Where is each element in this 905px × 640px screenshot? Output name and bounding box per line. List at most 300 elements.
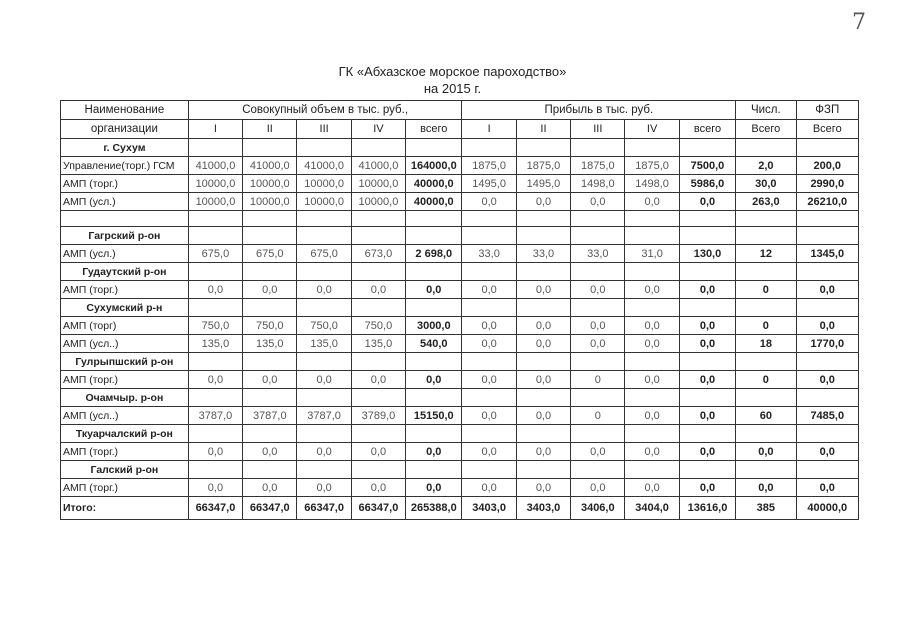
empty-cell [351,461,405,479]
empty-cell [679,263,735,281]
empty-cell [351,211,405,227]
count-cell: 0 [736,317,796,335]
volume-cell: 750,0 [243,317,297,335]
volume-cell: 135,0 [351,335,405,353]
profit-cell: 0,0 [571,317,625,335]
volume-cell: 0,0 [243,281,297,299]
empty-cell [243,389,297,407]
profit-cell: 33,0 [462,245,516,263]
header-volume: Совокупный объем в тыс. руб., [188,101,462,120]
profit-cell: 0 [571,407,625,425]
empty-cell [351,389,405,407]
profit-cell: 33,0 [571,245,625,263]
table-row [61,371,859,389]
profit-cell: 0,0 [462,371,516,389]
header-profit: Прибыль в тыс. руб. [462,101,736,120]
total-profit-cell: 3404,0 [625,497,679,520]
empty-cell [297,299,351,317]
total-label: Итого: [61,497,189,520]
profit-cell: 0,0 [516,193,570,211]
empty-cell [516,299,570,317]
volume-cell: 0,0 [351,281,405,299]
empty-cell [571,139,625,157]
table-row [61,175,859,193]
empty-cell [297,211,351,227]
empty-cell [571,263,625,281]
empty-cell [736,139,796,157]
volume-total-cell: 0,0 [406,281,462,299]
empty-cell [796,211,858,227]
volume-total-cell: 40000,0 [406,175,462,193]
header-name-line2: организации [61,120,189,139]
volume-cell: 0,0 [188,371,242,389]
org-name: АМП (торг.) [61,371,189,389]
table-row [61,281,859,299]
empty-cell [679,227,735,245]
profit-cell: 0,0 [625,407,679,425]
empty-cell [406,263,462,281]
empty-cell [406,211,462,227]
empty-cell [351,353,405,371]
empty-cell [297,263,351,281]
empty-cell [571,353,625,371]
header-fzp-sub: Всего [796,120,858,139]
empty-cell [297,353,351,371]
total-count-cell: 385 [736,497,796,520]
table-body [61,139,859,520]
total-volume-cell: 66347,0 [188,497,242,520]
fzp-cell: 7485,0 [796,407,858,425]
empty-cell [736,263,796,281]
profit-cell: 0,0 [516,281,570,299]
empty-cell [462,263,516,281]
volume-total-cell: 0,0 [406,371,462,389]
empty-cell [796,389,858,407]
volume-cell: 750,0 [297,317,351,335]
volume-cell: 0,0 [297,371,351,389]
header-fzp: ФЗП [796,101,858,120]
profit-total-cell: 0,0 [679,407,735,425]
volume-cell: 0,0 [351,479,405,497]
region-name: Сухумский р-н [61,299,189,317]
profit-total-cell: 0,0 [679,281,735,299]
empty-cell [351,425,405,443]
fzp-cell: 26210,0 [796,193,858,211]
document-title: ГК «Абхазское морское пароходство» [338,64,567,79]
empty-cell [462,353,516,371]
volume-cell: 135,0 [243,335,297,353]
empty-cell [243,227,297,245]
empty-cell [297,139,351,157]
volume-cell: 3789,0 [351,407,405,425]
profit-cell: 0,0 [571,443,625,461]
volume-cell: 673,0 [351,245,405,263]
header-vol-q4: IV [351,120,405,139]
profit-cell: 0,0 [516,335,570,353]
profit-cell: 0,0 [625,479,679,497]
empty-cell [516,461,570,479]
header-vol-q2: II [243,120,297,139]
table-row [61,157,859,175]
profit-cell: 0,0 [625,193,679,211]
region-name: Гулрыпшский р-он [61,353,189,371]
report-table [60,100,859,520]
profit-total-cell: 130,0 [679,245,735,263]
count-cell: 2,0 [736,157,796,175]
profit-cell: 1875,0 [462,157,516,175]
table-row [61,443,859,461]
empty-cell [462,211,516,227]
profit-cell: 1495,0 [462,175,516,193]
header-vol-total: всего [406,120,462,139]
empty-cell [243,299,297,317]
count-cell: 30,0 [736,175,796,193]
volume-cell: 0,0 [243,371,297,389]
empty-cell [571,461,625,479]
empty-cell [679,299,735,317]
profit-cell: 0,0 [625,371,679,389]
volume-cell: 0,0 [351,371,405,389]
empty-cell [679,389,735,407]
volume-cell: 0,0 [297,443,351,461]
empty-cell [796,227,858,245]
volume-total-cell: 0,0 [406,443,462,461]
region-name: г. Сухум [61,139,189,157]
volume-cell: 3787,0 [188,407,242,425]
count-cell: 0,0 [736,479,796,497]
empty-cell [243,353,297,371]
empty-cell [625,211,679,227]
profit-cell: 0,0 [516,443,570,461]
empty-cell [243,139,297,157]
region-name: Гудаутский р-он [61,263,189,281]
header-prof-q4: IV [625,120,679,139]
profit-cell: 0,0 [571,193,625,211]
fzp-cell: 0,0 [796,443,858,461]
table-row [61,245,859,263]
profit-cell: 0,0 [571,479,625,497]
volume-total-cell: 15150,0 [406,407,462,425]
volume-cell: 675,0 [243,245,297,263]
empty-cell [406,299,462,317]
profit-cell: 0,0 [462,443,516,461]
org-name: АМП (торг.) [61,443,189,461]
region-name: Очамчыр. р-он [61,389,189,407]
blank-row [61,211,859,227]
profit-total-cell: 0,0 [679,371,735,389]
group-row [61,263,859,281]
fzp-cell: 200,0 [796,157,858,175]
profit-cell: 0,0 [625,317,679,335]
profit-total-cell: 7500,0 [679,157,735,175]
empty-cell [736,353,796,371]
volume-cell: 10000,0 [297,175,351,193]
header-prof-q2: II [516,120,570,139]
group-row [61,353,859,371]
profit-total-cell: 5986,0 [679,175,735,193]
table-row [61,317,859,335]
total-profit-cell: 3403,0 [462,497,516,520]
profit-cell: 0,0 [625,335,679,353]
empty-cell [796,425,858,443]
volume-cell: 0,0 [243,443,297,461]
profit-cell: 31,0 [625,245,679,263]
volume-cell: 675,0 [188,245,242,263]
empty-cell [351,263,405,281]
profit-cell: 0,0 [516,371,570,389]
header-count-sub: Всего [736,120,796,139]
fzp-cell: 0,0 [796,371,858,389]
volume-total-cell: 0,0 [406,479,462,497]
fzp-cell: 0,0 [796,281,858,299]
empty-cell [406,353,462,371]
profit-cell: 1495,0 [516,175,570,193]
empty-cell [406,425,462,443]
empty-cell [462,299,516,317]
total-volume-cell: 66347,0 [297,497,351,520]
volume-cell: 750,0 [351,317,405,335]
group-row [61,227,859,245]
volume-cell: 10000,0 [243,193,297,211]
empty-cell [625,227,679,245]
profit-cell: 0,0 [462,335,516,353]
org-name: АМП (усл.) [61,245,189,263]
empty-cell [243,461,297,479]
empty-cell [516,211,570,227]
volume-cell: 10000,0 [351,193,405,211]
volume-cell: 750,0 [188,317,242,335]
table-row [61,479,859,497]
profit-cell: 0,0 [625,443,679,461]
total-volume-cell: 265388,0 [406,497,462,520]
empty-cell [516,353,570,371]
empty-cell [188,139,242,157]
empty-cell [736,389,796,407]
volume-cell: 41000,0 [188,157,242,175]
org-name: АМП (торг.) [61,175,189,193]
empty-cell [625,263,679,281]
volume-cell: 10000,0 [188,193,242,211]
profit-total-cell: 0,0 [679,335,735,353]
volume-total-cell: 2 698,0 [406,245,462,263]
volume-total-cell: 164000,0 [406,157,462,175]
profit-total-cell: 0,0 [679,479,735,497]
empty-cell [351,227,405,245]
empty-cell [243,425,297,443]
empty-cell [188,211,242,227]
header-vol-q1: I [188,120,242,139]
empty-cell [736,299,796,317]
empty-cell [736,211,796,227]
empty-cell [516,139,570,157]
volume-cell: 41000,0 [243,157,297,175]
table-row [61,193,859,211]
empty-cell [679,461,735,479]
header-prof-q3: III [571,120,625,139]
empty-cell [188,263,242,281]
empty-cell [571,211,625,227]
profit-cell: 33,0 [516,245,570,263]
volume-cell: 0,0 [188,479,242,497]
fzp-cell: 1345,0 [796,245,858,263]
org-name: АМП (усл.) [61,193,189,211]
empty-cell [462,425,516,443]
count-cell: 0,0 [736,443,796,461]
empty-cell [406,139,462,157]
profit-cell: 0 [571,371,625,389]
volume-cell: 41000,0 [351,157,405,175]
empty-cell [462,139,516,157]
profit-cell: 1875,0 [516,157,570,175]
empty-cell [796,353,858,371]
empty-cell [61,211,189,227]
empty-cell [516,227,570,245]
empty-cell [188,227,242,245]
empty-cell [297,389,351,407]
profit-total-cell: 0,0 [679,317,735,335]
count-cell: 0 [736,371,796,389]
profit-cell: 1875,0 [571,157,625,175]
total-volume-cell: 66347,0 [351,497,405,520]
empty-cell [462,461,516,479]
profit-cell: 0,0 [462,281,516,299]
header-vol-q3: III [297,120,351,139]
empty-cell [796,299,858,317]
empty-cell [625,353,679,371]
total-profit-cell: 3406,0 [571,497,625,520]
empty-cell [406,461,462,479]
fzp-cell: 2990,0 [796,175,858,193]
org-name: АМП (усл..) [61,407,189,425]
empty-cell [462,227,516,245]
empty-cell [516,389,570,407]
group-row [61,461,859,479]
volume-cell: 10000,0 [351,175,405,193]
volume-cell: 10000,0 [297,193,351,211]
group-row [61,299,859,317]
empty-cell [625,139,679,157]
org-name: АМП (торг.) [61,281,189,299]
empty-cell [571,425,625,443]
empty-cell [406,227,462,245]
empty-cell [188,425,242,443]
empty-cell [571,227,625,245]
empty-cell [679,139,735,157]
page-number: 7 [852,10,866,35]
profit-cell: 1875,0 [625,157,679,175]
empty-cell [406,389,462,407]
empty-cell [188,461,242,479]
empty-cell [571,299,625,317]
empty-cell [625,461,679,479]
region-name: Ткуарчалский р-он [61,425,189,443]
profit-cell: 0,0 [516,479,570,497]
count-cell: 18 [736,335,796,353]
volume-cell: 135,0 [188,335,242,353]
empty-cell [679,211,735,227]
org-name: АМП (торг) [61,317,189,335]
total-profit-cell: 3403,0 [516,497,570,520]
profit-cell: 1498,0 [571,175,625,193]
header-count: Числ. [736,101,796,120]
volume-cell: 0,0 [297,281,351,299]
volume-cell: 10000,0 [188,175,242,193]
table-row [61,407,859,425]
empty-cell [679,353,735,371]
count-cell: 0 [736,281,796,299]
table-row [61,335,859,353]
count-cell: 263,0 [736,193,796,211]
group-row [61,389,859,407]
org-name: АМП (торг.) [61,479,189,497]
empty-cell [625,425,679,443]
volume-total-cell: 40000,0 [406,193,462,211]
org-name: АМП (усл..) [61,335,189,353]
empty-cell [679,425,735,443]
profit-cell: 0,0 [462,317,516,335]
profit-cell: 0,0 [516,407,570,425]
count-cell: 12 [736,245,796,263]
empty-cell [188,353,242,371]
empty-cell [796,461,858,479]
fzp-cell: 0,0 [796,479,858,497]
empty-cell [736,227,796,245]
fzp-cell: 0,0 [796,317,858,335]
profit-cell: 0,0 [516,317,570,335]
volume-total-cell: 3000,0 [406,317,462,335]
empty-cell [736,461,796,479]
fzp-cell: 1770,0 [796,335,858,353]
count-cell: 60 [736,407,796,425]
empty-cell [351,139,405,157]
empty-cell [243,211,297,227]
volume-cell: 0,0 [351,443,405,461]
empty-cell [736,425,796,443]
volume-cell: 675,0 [297,245,351,263]
volume-cell: 3787,0 [297,407,351,425]
profit-cell: 0,0 [462,193,516,211]
total-row [61,497,859,520]
volume-cell: 10000,0 [243,175,297,193]
region-name: Гагрский р-он [61,227,189,245]
volume-cell: 41000,0 [297,157,351,175]
empty-cell [243,263,297,281]
group-row [61,425,859,443]
empty-cell [516,425,570,443]
empty-cell [188,299,242,317]
empty-cell [625,299,679,317]
total-fzp-cell: 40000,0 [796,497,858,520]
volume-cell: 0,0 [188,443,242,461]
empty-cell [571,389,625,407]
volume-cell: 3787,0 [243,407,297,425]
empty-cell [516,263,570,281]
total-volume-cell: 66347,0 [243,497,297,520]
region-name: Галский р-он [61,461,189,479]
group-row [61,139,859,157]
empty-cell [625,389,679,407]
empty-cell [297,227,351,245]
volume-cell: 135,0 [297,335,351,353]
header-name-line1: Наименование [61,101,189,120]
volume-total-cell: 540,0 [406,335,462,353]
org-name: Управление(торг.) ГСМ [61,157,189,175]
empty-cell [297,425,351,443]
profit-cell: 1498,0 [625,175,679,193]
empty-cell [796,263,858,281]
profit-cell: 0,0 [462,479,516,497]
profit-cell: 0,0 [462,407,516,425]
